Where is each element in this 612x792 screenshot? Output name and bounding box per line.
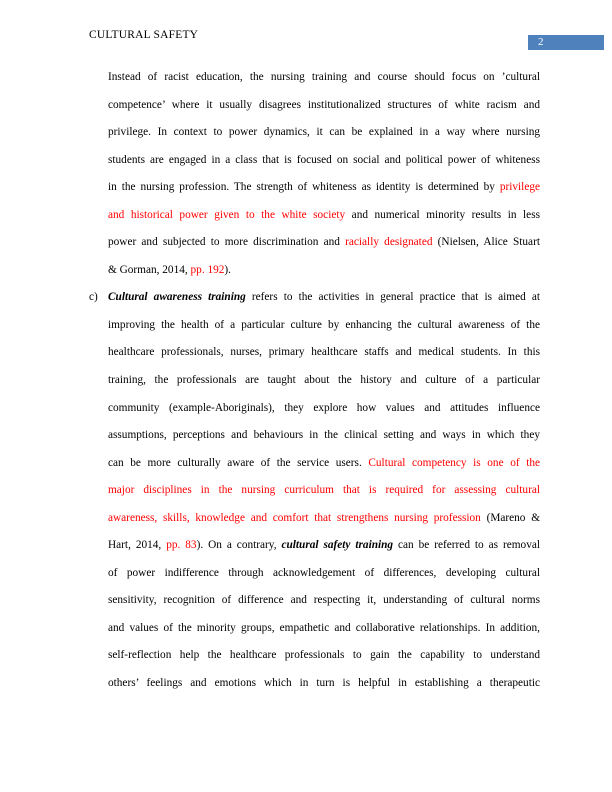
highlighted-text: privilege [499,181,540,194]
text-line: community (example-Aboriginals), they explore how values and attitudes influence [108,401,540,414]
highlighted-text: major disciplines in the nursing curriculum that is required for assessing cultural [108,484,540,497]
highlighted-text: racially designated [345,236,433,249]
text-line: & Gorman, 2014, pp. 192). [108,263,232,276]
document-body [108,64,540,698]
text-line [108,477,540,505]
text-line: Cultural awareness training refers to the activities in general practice that is aimed at [108,291,540,304]
text-line: awareness, skills, knowledge and comfort that strengthens nursing profession (Mareno & [108,511,540,524]
text-line: privilege. In context to power dynamics, it can be explained in a way where nursing [108,126,540,139]
page-number-badge [528,35,604,50]
text-line: and historical power given to the white society and numerical minority results in less [108,208,540,221]
text-line: training, the professionals are taught about the history and culture of a particular [108,374,540,387]
text-line: others’ feelings and emotions which in turn is helpful in establishing a therapeutic [108,677,540,690]
text-line: power and subjected to more discrimination and racially designated (Nielsen, Alice Stuart [108,236,540,249]
text-line: can be more culturally aware of the service users. Cultural competency is one of the [108,456,540,469]
text-line: of power indifference through acknowledgement of differences, developing cultural [108,566,540,579]
page-number: 2 [538,36,544,48]
text-line: and values of the minority groups, empathetic and collaborative relationships. In addition, [108,621,540,634]
term-cultural-awareness-training: Cultural awareness training [108,291,246,304]
text-line: sensitivity, recognition of difference and respecting it, understanding of cultural norms [108,594,540,607]
text-line: Instead of racist education, the nursing training and course should focus on ’cultural [108,71,540,83]
text-line: assumptions, perceptions and behaviours in the clinical setting and ways in which they [108,429,540,442]
list-marker: c) [89,291,98,304]
highlighted-text: and historical power given to the white society [108,208,346,221]
text-line: Hart, 2014, pp. 83). On a contrary, cultural safety training can be referred to as removal [108,539,541,552]
citation-page: pp. 83 [166,539,197,552]
highlighted-text: awareness, skills, knowledge and comfort that strengthens nursing profession [108,511,481,524]
term-cultural-safety-training: cultural safety training [281,539,394,552]
citation-page: pp. 192 [190,263,225,276]
text-line: self-reflection help the healthcare professionals to gain the capability to understand [108,649,540,662]
text-line: competence’ where it usually disagrees institutionalized structures of white racism and [108,98,540,111]
running-header-title: CULTURAL SAFETY [89,29,199,41]
text-line: in the nursing profession. The strength of whiteness as identity is determined by privilege [108,181,540,194]
text-line: healthcare professionals, nurses, primary healthcare staffs and medical students. In this [108,346,540,359]
text-line: improving the health of a particular culture by enhancing the cultural awareness of the [108,318,540,331]
text-line: students are engaged in a class that is focused on social and political power of whiteness [108,153,540,166]
highlighted-text: Cultural competency is one of the [368,456,540,469]
